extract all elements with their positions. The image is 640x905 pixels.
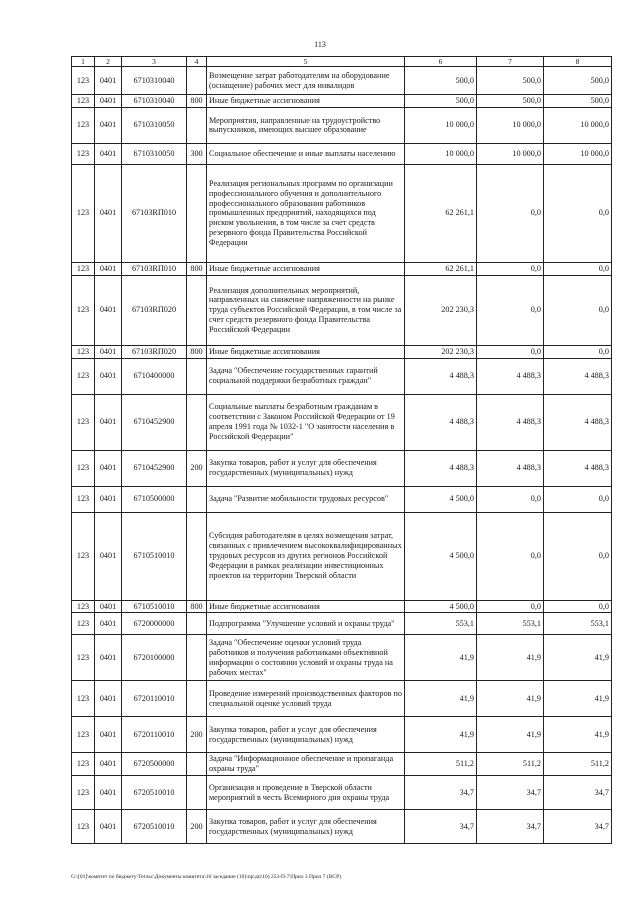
- amount-year2-cell: 0,0: [477, 600, 544, 613]
- description-cell: Реализация дополнительных мероприятий, направленных на снижение напряженности на рынке труда субъектов Российской Федерации, в том числе за счет средств резервного фонда Правительства Российской Федерации: [207, 275, 405, 345]
- table-row: [72, 810, 612, 844]
- amount-year1-cell: 62 261,1: [405, 164, 477, 262]
- column-number: 7: [477, 57, 544, 67]
- amount-year1-cell: 553,1: [405, 613, 477, 635]
- amount-year3-cell: 511,2: [544, 753, 612, 776]
- description-cell: Социальные выплаты безработным гражданам в соответствии с Законом Российской Федерации от 19 апреля 1991 года № 1032-1 "О занятости населения в Российской Федерации": [207, 394, 405, 450]
- amount-year2-cell: 10 000,0: [477, 143, 544, 164]
- section-code-cell: 0401: [95, 635, 122, 681]
- amount-year2-cell: 553,1: [477, 613, 544, 635]
- expense-type-cell: 300: [187, 143, 207, 164]
- amount-year1-cell: 500,0: [405, 67, 477, 95]
- amount-year1-cell: 202 230,3: [405, 275, 477, 345]
- admin-code-cell: 123: [72, 262, 95, 275]
- table-row: [72, 107, 612, 143]
- admin-code-cell: 123: [72, 635, 95, 681]
- amount-year3-cell: 4 488,3: [544, 394, 612, 450]
- admin-code-cell: 123: [72, 67, 95, 95]
- amount-year3-cell: 0,0: [544, 345, 612, 358]
- target-article-cell: 6710452900: [122, 394, 187, 450]
- expense-type-cell: 200: [187, 810, 207, 844]
- section-code-cell: 0401: [95, 512, 122, 600]
- description-cell: Реализация региональных программ по организации профессионального обучения и дополнительного профессионального образования работников промышленных предприятий, находящихся под риском увольнения, в том числе за счет средств резервного фонда Правительства Российской Федерации: [207, 164, 405, 262]
- amount-year3-cell: 41,9: [544, 717, 612, 753]
- amount-year3-cell: 553,1: [544, 613, 612, 635]
- admin-code-cell: 123: [72, 143, 95, 164]
- amount-year3-cell: 0,0: [544, 164, 612, 262]
- description-cell: Возмещение затрат работодателям на оборудование (оснащение) рабочих мест для инвалидов: [207, 67, 405, 95]
- column-number: 5: [207, 57, 405, 67]
- expense-type-cell: [187, 164, 207, 262]
- section-code-cell: 0401: [95, 107, 122, 143]
- amount-year1-cell: 4 488,3: [405, 450, 477, 486]
- amount-year3-cell: 0,0: [544, 486, 612, 512]
- description-cell: Иные бюджетные ассигнования: [207, 95, 405, 108]
- admin-code-cell: 123: [72, 95, 95, 108]
- amount-year1-cell: 41,9: [405, 635, 477, 681]
- amount-year3-cell: 0,0: [544, 600, 612, 613]
- column-number: 8: [544, 57, 612, 67]
- description-cell: Задача "Обеспечение оценки условий труда работников и получения работниками объективной информации о состоянии условий и охраны труда на рабочих местах": [207, 635, 405, 681]
- amount-year1-cell: 202 230,3: [405, 345, 477, 358]
- amount-year1-cell: 10 000,0: [405, 107, 477, 143]
- amount-year2-cell: 10 000,0: [477, 107, 544, 143]
- description-cell: Иные бюджетные ассигнования: [207, 600, 405, 613]
- table-row: [72, 450, 612, 486]
- amount-year1-cell: 500,0: [405, 95, 477, 108]
- amount-year3-cell: 34,7: [544, 776, 612, 810]
- section-code-cell: 0401: [95, 164, 122, 262]
- amount-year2-cell: 0,0: [477, 164, 544, 262]
- page-number: 113: [314, 40, 326, 49]
- target-article-cell: 6720000000: [122, 613, 187, 635]
- amount-year2-cell: 4 488,3: [477, 394, 544, 450]
- target-article-cell: 67103RП010: [122, 262, 187, 275]
- target-article-cell: 6710500000: [122, 486, 187, 512]
- column-number: 1: [72, 57, 95, 67]
- expense-type-cell: [187, 358, 207, 394]
- section-code-cell: 0401: [95, 600, 122, 613]
- admin-code-cell: 123: [72, 345, 95, 358]
- amount-year3-cell: 4 488,3: [544, 450, 612, 486]
- admin-code-cell: 123: [72, 275, 95, 345]
- expense-type-cell: [187, 613, 207, 635]
- section-code-cell: 0401: [95, 810, 122, 844]
- section-code-cell: 0401: [95, 275, 122, 345]
- target-article-cell: 6720110010: [122, 717, 187, 753]
- expense-type-cell: [187, 107, 207, 143]
- description-cell: Субсидия работодателям в целях возмещения затрат, связанных с привлечением высококвалифицированных трудовых ресурсов из других регионов Российской Федерации в рамках реализации инвестиционных проектов на территории Тверской области: [207, 512, 405, 600]
- section-code-cell: 0401: [95, 95, 122, 108]
- amount-year3-cell: 4 488,3: [544, 358, 612, 394]
- table-row: [72, 143, 612, 164]
- table-row: [72, 486, 612, 512]
- expense-type-cell: 800: [187, 345, 207, 358]
- expense-type-cell: 800: [187, 95, 207, 108]
- description-cell: Социальное обеспечение и иные выплаты населению: [207, 143, 405, 164]
- description-cell: Закупка товаров, работ и услуг для обеспечения государственных (муниципальных) нужд: [207, 810, 405, 844]
- table-row: [72, 358, 612, 394]
- column-number: 3: [122, 57, 187, 67]
- section-code-cell: 0401: [95, 717, 122, 753]
- amount-year1-cell: 4 488,3: [405, 394, 477, 450]
- amount-year1-cell: 511,2: [405, 753, 477, 776]
- admin-code-cell: 123: [72, 717, 95, 753]
- amount-year2-cell: 41,9: [477, 717, 544, 753]
- expense-type-cell: 200: [187, 450, 207, 486]
- table-row: [72, 345, 612, 358]
- expense-type-cell: [187, 275, 207, 345]
- section-code-cell: 0401: [95, 345, 122, 358]
- amount-year1-cell: 10 000,0: [405, 143, 477, 164]
- admin-code-cell: 123: [72, 681, 95, 717]
- amount-year3-cell: 10 000,0: [544, 107, 612, 143]
- column-number-row: [72, 57, 612, 67]
- table-row: [72, 681, 612, 717]
- target-article-cell: 6720110010: [122, 681, 187, 717]
- admin-code-cell: 123: [72, 512, 95, 600]
- section-code-cell: 0401: [95, 613, 122, 635]
- section-code-cell: 0401: [95, 394, 122, 450]
- admin-code-cell: 123: [72, 486, 95, 512]
- description-cell: Мероприятия, направленные на трудоустройство выпускников, имеющих высшее образование: [207, 107, 405, 143]
- amount-year2-cell: 34,7: [477, 810, 544, 844]
- target-article-cell: 67103RП010: [122, 164, 187, 262]
- column-number: 4: [187, 57, 207, 67]
- target-article-cell: 6710510010: [122, 600, 187, 613]
- amount-year2-cell: 4 488,3: [477, 358, 544, 394]
- table-row: [72, 600, 612, 613]
- expense-type-cell: [187, 753, 207, 776]
- amount-year2-cell: 4 488,3: [477, 450, 544, 486]
- table-row: [72, 613, 612, 635]
- amount-year2-cell: 500,0: [477, 67, 544, 95]
- expense-type-cell: [187, 486, 207, 512]
- admin-code-cell: 123: [72, 776, 95, 810]
- description-cell: Задача "Информационное обеспечение и пропаганда охраны труда": [207, 753, 405, 776]
- section-code-cell: 0401: [95, 776, 122, 810]
- amount-year3-cell: 0,0: [544, 512, 612, 600]
- description-cell: Задача "Развитие мобильности трудовых ресурсов": [207, 486, 405, 512]
- amount-year3-cell: 41,9: [544, 635, 612, 681]
- file-path-footer: G:\[01]\комитет по бюджету\Тегльс\Документы комитета\16 заседание (10)\пр\дп\16) 253-П-7\Прил 3 Прил 7 (ВСР): [71, 874, 341, 880]
- section-code-cell: 0401: [95, 143, 122, 164]
- amount-year2-cell: 34,7: [477, 776, 544, 810]
- amount-year2-cell: 500,0: [477, 95, 544, 108]
- admin-code-cell: 123: [72, 450, 95, 486]
- amount-year1-cell: 41,9: [405, 681, 477, 717]
- admin-code-cell: 123: [72, 394, 95, 450]
- description-cell: Проведение измерений производственных факторов по специальной оценке условий труда: [207, 681, 405, 717]
- amount-year2-cell: 0,0: [477, 345, 544, 358]
- amount-year1-cell: 4 500,0: [405, 512, 477, 600]
- description-cell: Закупка товаров, работ и услуг для обеспечения государственных (муниципальных) нужд: [207, 717, 405, 753]
- amount-year3-cell: 0,0: [544, 275, 612, 345]
- expense-type-cell: 200: [187, 717, 207, 753]
- description-cell: Подпрограмма "Улучшение условий и охраны труда": [207, 613, 405, 635]
- expense-type-cell: 800: [187, 600, 207, 613]
- amount-year1-cell: 34,7: [405, 810, 477, 844]
- amount-year1-cell: 4 500,0: [405, 600, 477, 613]
- admin-code-cell: 123: [72, 164, 95, 262]
- description-cell: Организация и проведение в Тверской области мероприятий в честь Всемирного дня охраны труда: [207, 776, 405, 810]
- table-row: [72, 275, 612, 345]
- amount-year3-cell: 500,0: [544, 67, 612, 95]
- table-row: [72, 95, 612, 108]
- amount-year3-cell: 10 000,0: [544, 143, 612, 164]
- target-article-cell: 6710452900: [122, 450, 187, 486]
- target-article-cell: 6720500000: [122, 753, 187, 776]
- target-article-cell: 6710400000: [122, 358, 187, 394]
- target-article-cell: 6710310040: [122, 67, 187, 95]
- section-code-cell: 0401: [95, 486, 122, 512]
- amount-year3-cell: 41,9: [544, 681, 612, 717]
- amount-year2-cell: 0,0: [477, 275, 544, 345]
- target-article-cell: 6710310050: [122, 107, 187, 143]
- section-code-cell: 0401: [95, 262, 122, 275]
- section-code-cell: 0401: [95, 67, 122, 95]
- expense-type-cell: [187, 67, 207, 95]
- amount-year1-cell: 34,7: [405, 776, 477, 810]
- amount-year2-cell: 41,9: [477, 635, 544, 681]
- admin-code-cell: 123: [72, 613, 95, 635]
- expense-type-cell: [187, 776, 207, 810]
- expense-type-cell: [187, 394, 207, 450]
- amount-year1-cell: 4 488,3: [405, 358, 477, 394]
- table-row: [72, 512, 612, 600]
- target-article-cell: 6710310050: [122, 143, 187, 164]
- section-code-cell: 0401: [95, 753, 122, 776]
- table-row: [72, 717, 612, 753]
- expense-type-cell: [187, 635, 207, 681]
- admin-code-cell: 123: [72, 753, 95, 776]
- section-code-cell: 0401: [95, 681, 122, 717]
- target-article-cell: 6720510010: [122, 810, 187, 844]
- expense-type-cell: 800: [187, 262, 207, 275]
- section-code-cell: 0401: [95, 358, 122, 394]
- table-row: [72, 753, 612, 776]
- table-row: [72, 164, 612, 262]
- amount-year1-cell: 62 261,1: [405, 262, 477, 275]
- table-row: [72, 262, 612, 275]
- target-article-cell: 67103RП020: [122, 345, 187, 358]
- table-row: [72, 394, 612, 450]
- description-cell: Задача "Обеспечение государственных гарантий социальной поддержки безработных граждан": [207, 358, 405, 394]
- section-code-cell: 0401: [95, 450, 122, 486]
- description-cell: Иные бюджетные ассигнования: [207, 262, 405, 275]
- target-article-cell: 6710510010: [122, 512, 187, 600]
- budget-table: [71, 56, 612, 844]
- amount-year2-cell: 0,0: [477, 262, 544, 275]
- table-row: [72, 635, 612, 681]
- amount-year1-cell: 4 500,0: [405, 486, 477, 512]
- amount-year3-cell: 0,0: [544, 262, 612, 275]
- amount-year1-cell: 41,9: [405, 717, 477, 753]
- admin-code-cell: 123: [72, 600, 95, 613]
- amount-year2-cell: 0,0: [477, 486, 544, 512]
- expense-type-cell: [187, 512, 207, 600]
- column-number: 6: [405, 57, 477, 67]
- admin-code-cell: 123: [72, 107, 95, 143]
- target-article-cell: 6720510010: [122, 776, 187, 810]
- target-article-cell: 67103RП020: [122, 275, 187, 345]
- table-row: [72, 67, 612, 95]
- description-cell: Иные бюджетные ассигнования: [207, 345, 405, 358]
- amount-year3-cell: 500,0: [544, 95, 612, 108]
- amount-year2-cell: 41,9: [477, 681, 544, 717]
- admin-code-cell: 123: [72, 810, 95, 844]
- description-cell: Закупка товаров, работ и услуг для обеспечения государственных (муниципальных) нужд: [207, 450, 405, 486]
- admin-code-cell: 123: [72, 358, 95, 394]
- expense-type-cell: [187, 681, 207, 717]
- amount-year2-cell: 0,0: [477, 512, 544, 600]
- target-article-cell: 6720100000: [122, 635, 187, 681]
- table-row: [72, 776, 612, 810]
- amount-year3-cell: 34,7: [544, 810, 612, 844]
- column-number: 2: [95, 57, 122, 67]
- target-article-cell: 6710310040: [122, 95, 187, 108]
- amount-year2-cell: 511,2: [477, 753, 544, 776]
